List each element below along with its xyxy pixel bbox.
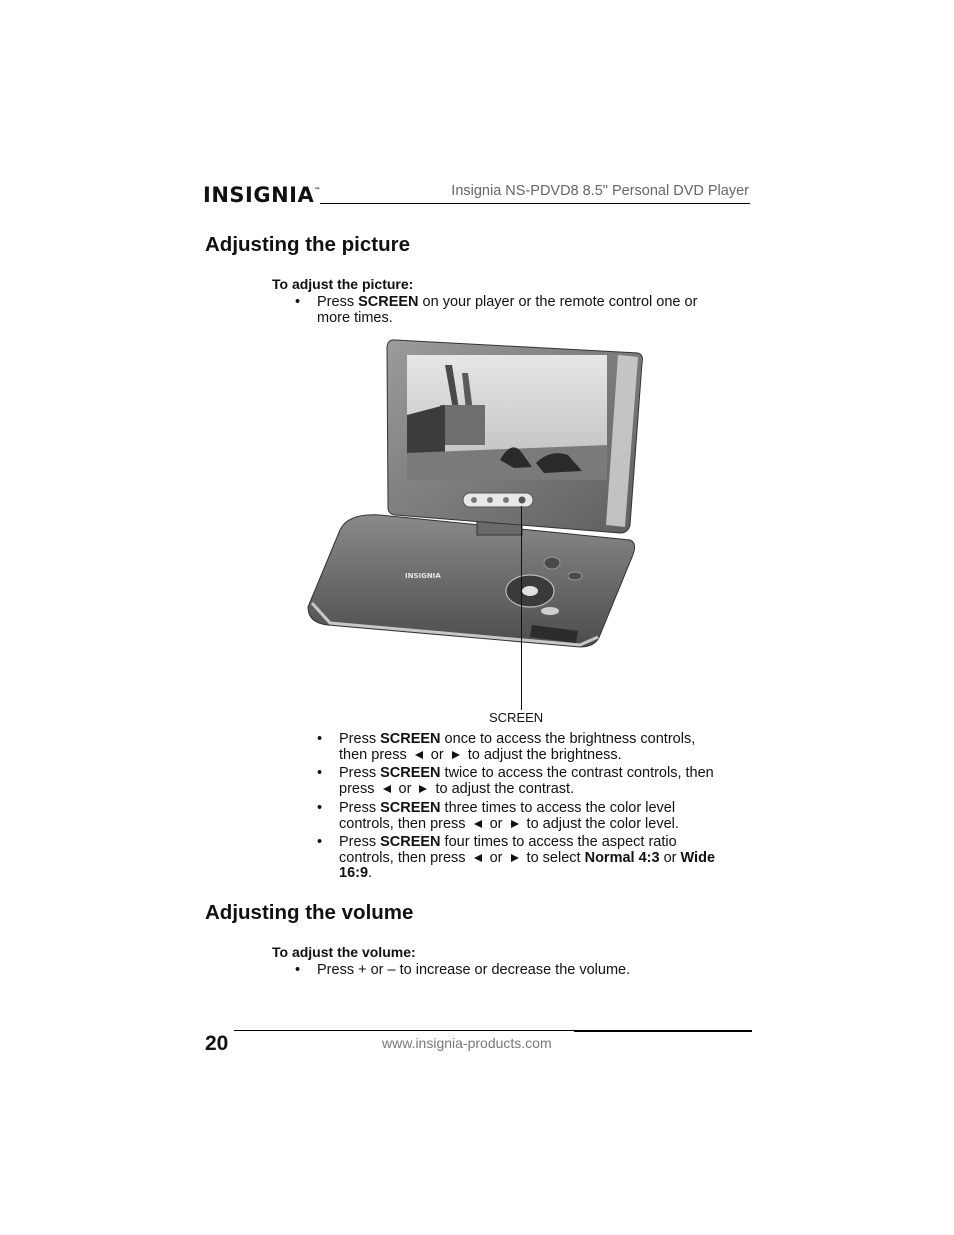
dvd-player-figure	[300, 335, 645, 665]
volume-bullet: • Press + or – to increase or decrease the volume.	[295, 962, 631, 978]
header-title: Insignia NS-PDVD8 8.5" Personal DVD Player	[451, 183, 749, 199]
right-arrow-icon	[511, 854, 519, 862]
base-brand-label: INSIGNIA	[405, 572, 441, 580]
footer-rule	[234, 1030, 574, 1031]
right-arrow-icon	[452, 751, 460, 759]
player-base	[308, 515, 635, 647]
callout-screen-label: SCREEN	[489, 710, 544, 725]
left-arrow-icon	[383, 785, 391, 793]
lid-button-strip	[463, 493, 533, 507]
bullet-dot: •	[295, 294, 301, 310]
heading-adjusting-picture: Adjusting the picture	[205, 233, 410, 256]
heading-adjusting-volume: Adjusting the volume	[205, 901, 414, 924]
screen-display	[407, 355, 607, 480]
insignia-logo: INSIGNIA™	[203, 183, 321, 207]
page-number: 20	[205, 1032, 229, 1055]
left-arrow-icon	[474, 820, 482, 828]
header-rule	[320, 203, 750, 204]
right-arrow-icon	[419, 785, 427, 793]
step-aspect-ratio: • Press SCREEN four times to access the aspect ratio controls, then press or to select Normal 4:3 or Wide 16:9.	[317, 834, 716, 881]
footer-url: www.insignia-products.com	[382, 1035, 552, 1051]
right-arrow-icon	[511, 820, 519, 828]
step-brightness: • Press SCREEN once to access the brightness controls, then press or to adjust the brightness.	[317, 731, 696, 763]
left-arrow-icon	[474, 854, 482, 862]
footer-rule-thick	[574, 1030, 752, 1032]
step-color-level: • Press SCREEN three times to access the color level controls, then press or to adjust the color level.	[317, 800, 679, 832]
step-contrast: • Press SCREEN twice to access the contrast controls, then press or to adjust the contrast.	[317, 765, 714, 797]
intro-bullet: • Press SCREEN on your player or the remote control one or more times.	[295, 294, 698, 326]
subheading-adjust-volume: To adjust the volume:	[272, 944, 416, 960]
callout-line	[521, 506, 522, 710]
subheading-adjust-picture: To adjust the picture:	[272, 276, 414, 292]
left-arrow-icon	[415, 751, 423, 759]
key-screen: SCREEN	[358, 294, 419, 310]
